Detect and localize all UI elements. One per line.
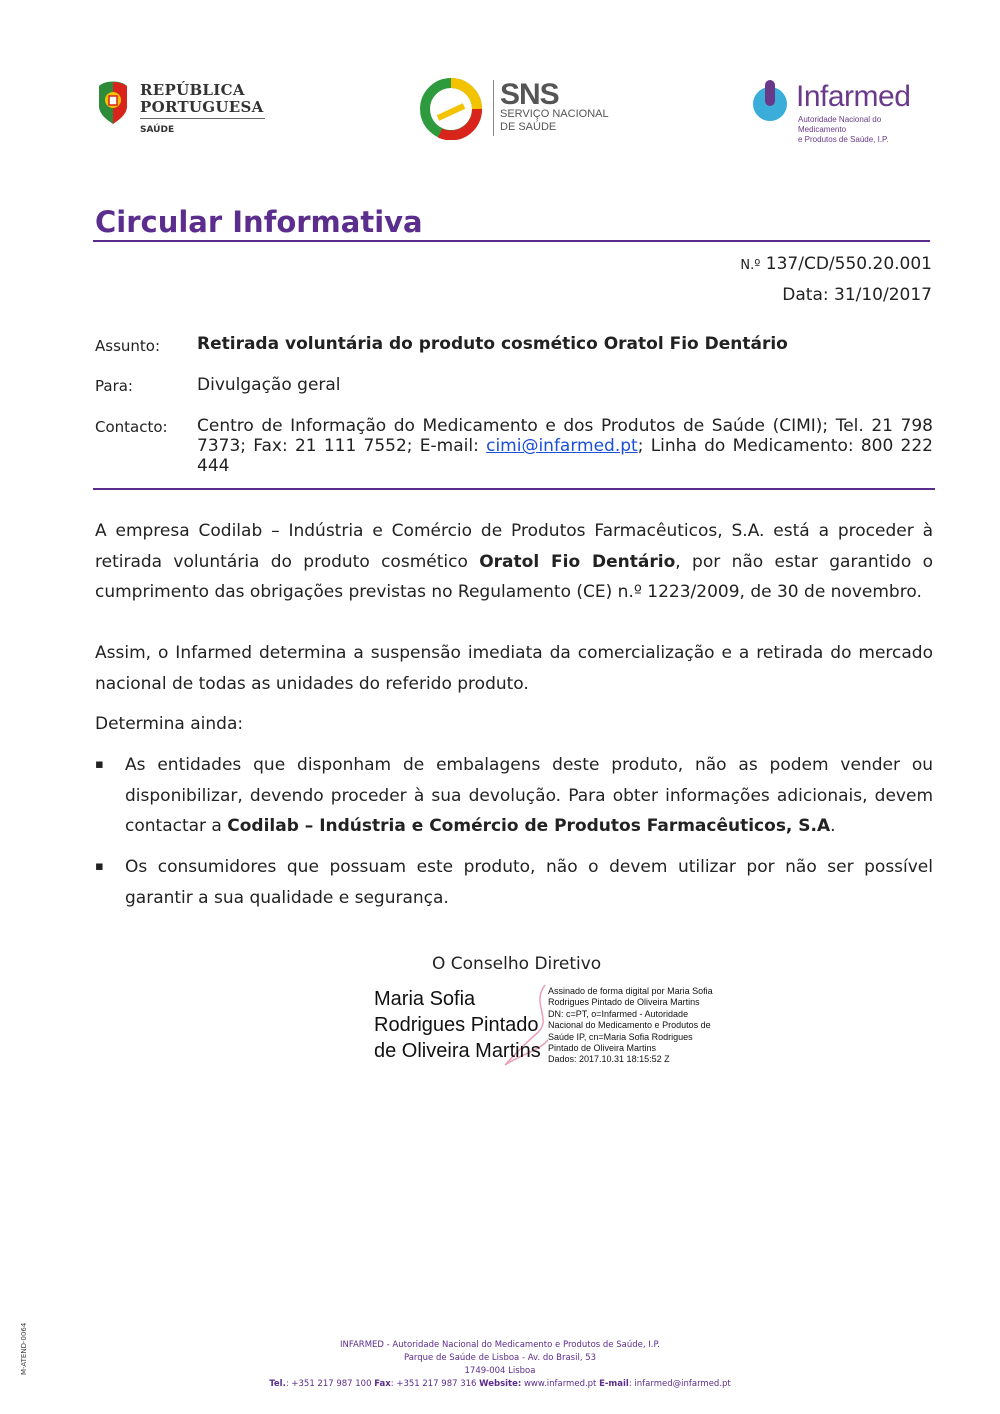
paragraph-3: Determina ainda: [95,714,244,734]
footer-email-label: E-mail [599,1379,629,1389]
bullet-1-company: Codilab – Indústria e Comércio de Produtos Farmacêuticos, S.A [227,816,831,836]
digital-signature-details [548,986,723,1066]
title-divider [93,240,930,242]
footer-web-label: Website: [479,1379,522,1389]
signature-detail-line: Rodrigues Pintado de Oliveira Martins [548,997,700,1008]
paragraph-1-text-a: A empresa Codilab – Indústria e Comércio de Produtos Farmacêuticos, S.A. está a proceder à retirada voluntária do produto cosmético [95,521,933,572]
to-label: Para: [95,377,133,395]
bullet-1-text-a: As entidades que disponham de embalagens deste produto, não as podem vender ou disponibilizar, devendo proceder à sua devolução. Para obter informações adicionais, devem contactar a [125,755,933,836]
sns-title: SNS [500,78,559,111]
form-code: M-ATEND-0064 [20,1322,28,1375]
bullet-2-mark: ▪ [95,859,104,874]
signature-heading: O Conselho Diretivo [432,954,602,974]
signature-detail-line: Assinado de forma digital por Maria Sofia [548,986,713,996]
sns-subtitle-line1: SERVIÇO NACIONAL [500,108,609,120]
paragraph-1 [95,516,933,608]
contact-text-after: ; Linha do Medicamento: 800 222 444 [197,436,933,476]
contact-value [197,416,933,476]
infarmed-logo [750,78,930,144]
document-date: Data: 31/10/2017 [782,285,932,305]
republica-divider [140,118,265,119]
to-value: Divulgação geral [197,375,341,395]
paragraph-2: Assim, o Infarmed determina a suspensão imediata da comercialização e a retirada do mercado nacional de todas as unidades do referido produto. [95,643,933,694]
signatory-name-line1: Maria Sofia [374,988,476,1010]
sns-ring-icon [420,78,482,140]
contact-email-link[interactable]: cimi@infarmed.pt [486,436,638,456]
republica-portuguesa-logo [95,80,270,140]
infarmed-drop-icon [750,78,794,124]
footer-email: : infarmed@infarmed.pt [628,1379,731,1389]
document-title: Circular Informativa [95,205,423,239]
republica-line1: REPÚBLICA [140,81,245,99]
sns-divider [493,80,494,136]
meta-divider [93,488,935,490]
signatory-name-line2: Rodrigues Pintado [374,1014,539,1036]
bullet-1 [125,750,933,842]
footer-tel-label: Tel. [269,1379,286,1389]
subject-label: Assunto: [95,337,161,355]
subject-value: Retirada voluntária do produto cosmético Oratol Fio Dentário [197,334,788,354]
infarmed-subtitle-line2: e Produtos de Saúde, I.P. [798,135,889,144]
number-value: 137/CD/550.20.001 [765,254,932,274]
bullet-1-mark: ▪ [95,757,104,772]
coat-of-arms-icon [95,80,131,124]
footer-fax-label: Fax [374,1379,391,1389]
infarmed-subtitle-line1: Autoridade Nacional do Medicamento [798,115,882,134]
footer-line2: Parque de Saúde de Lisboa - Av. do Brasil, 53 [403,1353,597,1363]
footer-tel: : +351 217 987 100 [285,1379,375,1389]
infarmed-title: Infarmed [796,80,911,113]
contact-label: Contacto: [95,418,168,436]
signature-detail-line: DN: c=PT, o=Infarmed - Autoridade [548,1008,689,1019]
republica-sub: SAÚDE [140,125,175,135]
bullet-2: Os consumidores que possuam este produto, não o devem utilizar por não ser possível garantir a sua qualidade e segurança. [125,857,933,908]
footer-contacts [0,1379,1000,1389]
signatory-name-line3: de Oliveira Martins [374,1040,541,1062]
footer-line3: 1749-004 Lisboa [464,1366,536,1376]
document-number [740,254,932,274]
signature-detail-line: Dados: 2017.10.31 18:15:52 Z [548,1054,670,1065]
sns-subtitle-line2: DE SAÚDE [500,121,557,133]
footer-website: www.infarmed.pt [521,1379,600,1389]
contact-text-before: Centro de Informação do Medicamento e dos Produtos de Saúde (CIMI); Tel. 21 798 7373; Fax: 21 111 7552; E-mail: [197,416,933,456]
signature-detail-line: Nacional do Medicamento e Produtos de [548,1020,711,1031]
paragraph-1-text-c: , por não estar garantido o cumprimento das obrigações previstas no Regulamento (CE) n.º 1223/2009, de 30 de novembro. [95,551,933,602]
infarmed-subtitle [798,115,930,145]
footer-line1: INFARMED - Autoridade Nacional do Medicamento e Produtos de Saúde, I.P. [340,1340,660,1350]
bullet-1-text-c: . [830,816,836,836]
footer-fax: : +351 217 987 316 [390,1379,480,1389]
sns-subtitle [500,108,609,134]
number-prefix: N.º [740,258,761,273]
signatory-name [374,986,541,1064]
republica-line2: PORTUGUESA [140,98,264,116]
sns-logo [420,78,610,140]
product-name: Oratol Fio Dentário [479,551,676,572]
signature-detail-line: Saúde IP, cn=Maria Sofia Rodrigues [548,1031,693,1042]
signature-detail-line: Pintado de Oliveira Martins [548,1043,657,1054]
